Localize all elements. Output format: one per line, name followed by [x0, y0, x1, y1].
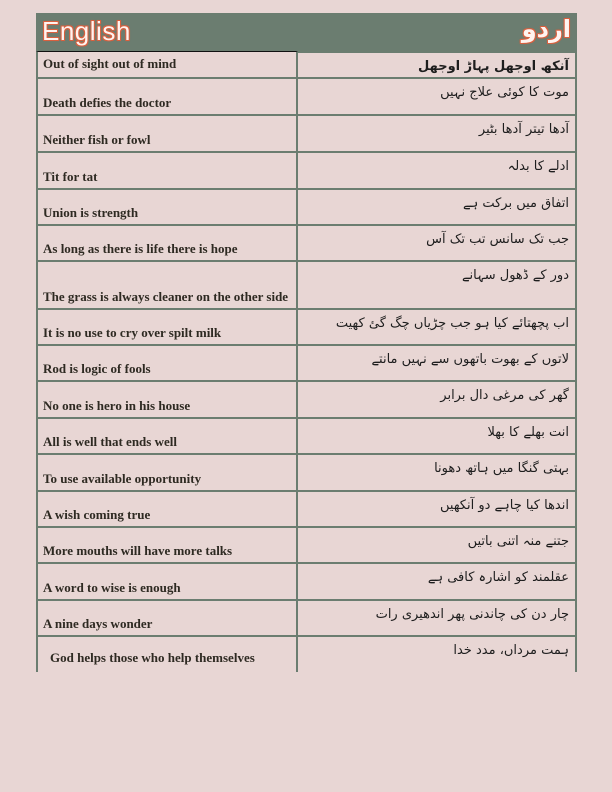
urdu-cell: دور کے ڈھول سہانے: [298, 260, 577, 308]
english-proverb: All is well that ends well: [43, 434, 177, 449]
urdu-cell: آدھا تیتر آدھا بٹیر: [298, 114, 577, 151]
table-row: [36, 453, 577, 490]
urdu-cell: گھر کی مرغی دال برابر: [298, 380, 577, 417]
table-row: [36, 562, 577, 599]
table-header: [36, 13, 577, 51]
english-column-header: English: [42, 16, 131, 46]
english-cell: [36, 490, 298, 526]
urdu-cell: بہتی گنگا میں ہاتھ دھونا: [298, 453, 577, 490]
english-cell: [36, 51, 298, 77]
english-cell: [36, 599, 298, 635]
urdu-cell: آنکھ اوجھل پہاڑ اوجھل: [298, 51, 577, 77]
english-cell: [36, 77, 298, 114]
table-row: [36, 599, 577, 635]
english-proverb: As long as there is life there is hope: [43, 241, 238, 256]
table-row: [36, 635, 577, 672]
english-proverb: A nine days wonder: [43, 616, 153, 631]
english-cell: [36, 151, 298, 188]
english-cell: [36, 526, 298, 562]
urdu-cell: اب پچھتائے کیا ہو جب چڑیاں چگ گئ کھیت: [298, 308, 577, 344]
english-proverb: Death defies the doctor: [43, 95, 172, 110]
english-proverb: Neither fish or fowl: [43, 132, 151, 147]
urdu-cell: اتفاق میں برکت ہے: [298, 188, 577, 224]
table-row: [36, 380, 577, 417]
english-cell: [36, 224, 298, 260]
urdu-cell: لاتوں کے بھوت باتھوں سے نہیں مانتے: [298, 344, 577, 380]
english-cell: [36, 114, 298, 151]
table-row: [36, 51, 577, 77]
english-proverb: Rod is logic of fools: [43, 361, 151, 376]
english-proverb: God helps those who help themselves: [50, 650, 255, 665]
english-proverb: To use available opportunity: [43, 471, 202, 486]
urdu-cell: عقلمند کو اشارہ کافی ہے: [298, 562, 577, 599]
table-row: [36, 188, 577, 224]
english-proverb: Out of sight out of mind: [43, 56, 177, 71]
english-proverb: Union is strength: [43, 205, 139, 220]
urdu-cell: ادلے کا بدلہ: [298, 151, 577, 188]
urdu-cell: اندھا کیا چاہے دو آنکھیں: [298, 490, 577, 526]
urdu-cell: جتنے منہ اتنی باتیں: [298, 526, 577, 562]
urdu-cell: ہمت مرداں، مدد خدا: [298, 635, 577, 672]
table-row: [36, 260, 577, 308]
english-proverb: More mouths will have more talks: [43, 543, 233, 558]
english-proverb: No one is hero in his house: [43, 398, 191, 413]
english-proverb: It is no use to cry over spilt milk: [43, 325, 222, 340]
table-row: [36, 151, 577, 188]
table-row: [36, 224, 577, 260]
urdu-cell: چار دن کی چاندنی پھر اندھیری رات: [298, 599, 577, 635]
table-row: [36, 308, 577, 344]
urdu-cell: انت بھلے کا بھلا: [298, 417, 577, 453]
english-cell: [36, 188, 298, 224]
english-cell: [36, 308, 298, 344]
urdu-cell: موت کا کوئی علاج نہیں: [298, 77, 577, 114]
english-proverb: A wish coming true: [43, 507, 151, 522]
english-cell: [36, 453, 298, 490]
table-row: [36, 417, 577, 453]
english-cell: [36, 380, 298, 417]
urdu-cell: جب تک سانس تب تک آس: [298, 224, 577, 260]
english-proverb: Tit for tat: [43, 169, 98, 184]
english-cell: [36, 260, 298, 308]
table-row: [36, 526, 577, 562]
english-cell: [36, 635, 298, 672]
english-cell: [36, 562, 298, 599]
table-row: [36, 114, 577, 151]
english-proverb: The grass is always cleaner on the other side: [43, 289, 289, 304]
urdu-column-header: اردو: [521, 15, 571, 43]
table-row: [36, 77, 577, 114]
english-cell: [36, 417, 298, 453]
table-row: [36, 490, 577, 526]
english-cell: [36, 344, 298, 380]
table-row: [36, 344, 577, 380]
english-proverb: A word to wise is enough: [43, 580, 181, 595]
